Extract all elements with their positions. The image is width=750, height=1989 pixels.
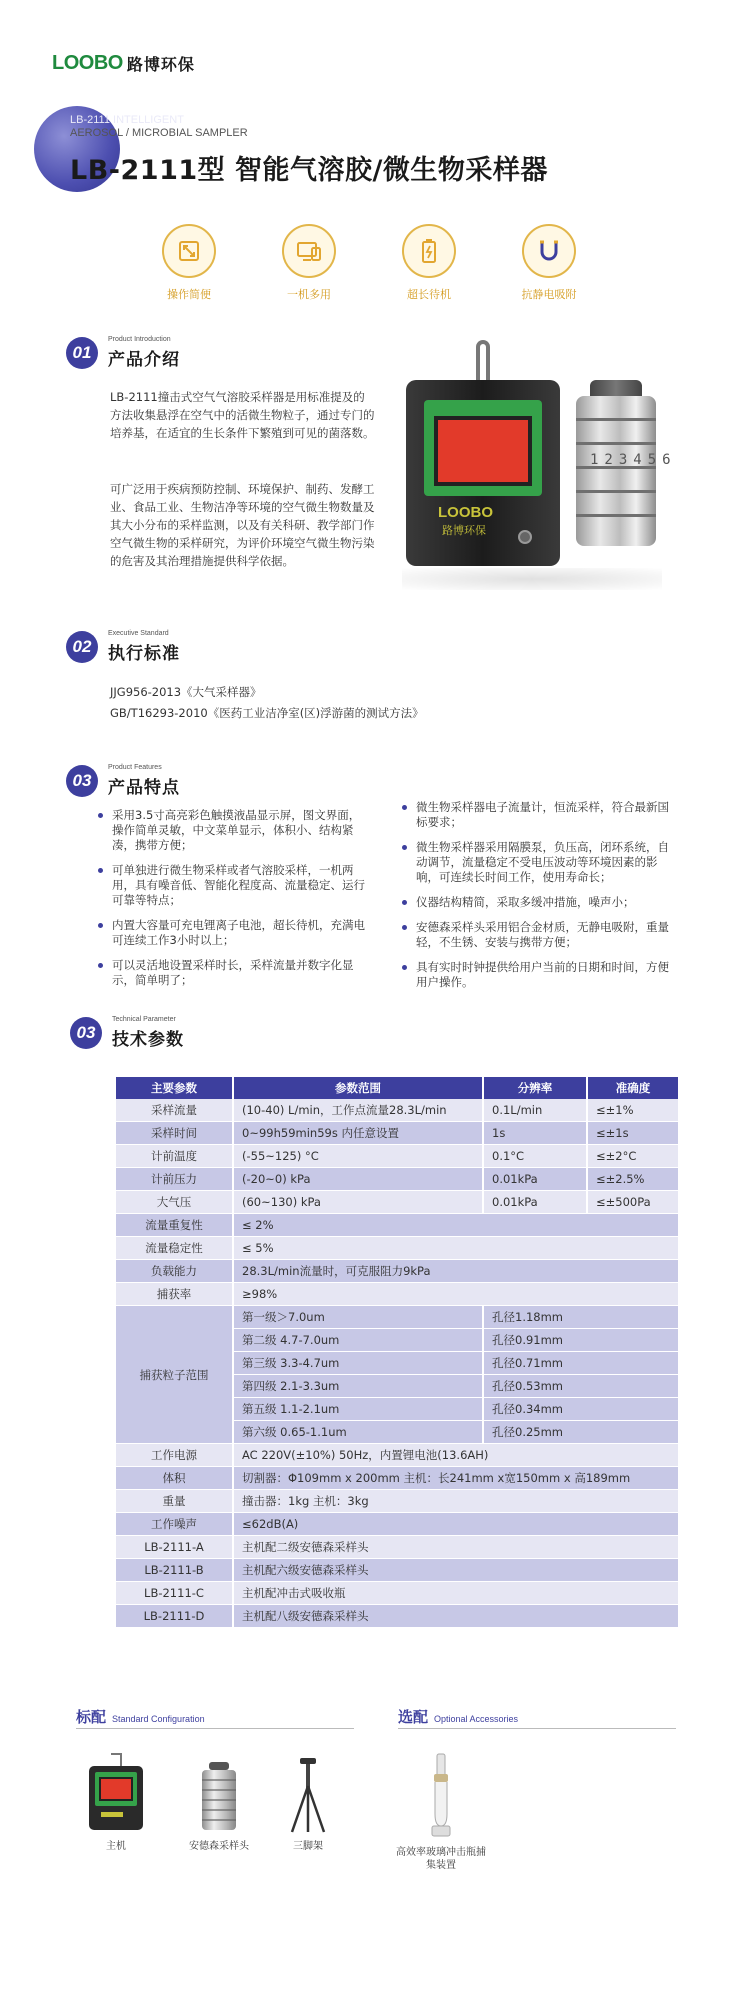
subtitle-line2: AEROSOL / MICROBIAL SAMPLER [70, 127, 248, 139]
device-logo-en: LOOBO [438, 504, 493, 521]
section-intro-heading [66, 336, 180, 370]
config-cn: 选配 [398, 1708, 429, 1726]
header-cell: 主要参数 [116, 1077, 234, 1099]
list-item: 微生物采样器采用隔膜泵，负压高，闭环系统，自动调节，流量稳定不受电压波动等环境因素的影响，可连续长时间工作，使用寿命长； [400, 840, 680, 885]
table-row [116, 1168, 680, 1191]
parameter-table [116, 1077, 680, 1628]
table-cell: ≥98% [234, 1283, 680, 1306]
table-cell: 第六级 0.65-1.1um [234, 1421, 484, 1444]
subtitle-line1: LB-2111 INTELLIGENT [70, 114, 184, 126]
config-item-andersen-head [184, 1760, 254, 1853]
list-item: 可单独进行微生物采样或者气溶胶采样，一机两用，具有噪音低、智能化程度高、流量稳定、运行可靠等特点； [96, 863, 368, 908]
table-row [116, 1536, 680, 1559]
andersen-head-image [199, 1760, 239, 1834]
config-label: 三脚架 [293, 1841, 323, 1852]
table-header-row [116, 1077, 680, 1099]
table-cell: 0~99h59min59s 内任意设置 [234, 1122, 484, 1145]
table-cell: ≤±1s [588, 1122, 680, 1145]
section-en: Technical Parameter [112, 1016, 176, 1023]
battery-icon [402, 224, 456, 278]
table-cell: 捕获率 [116, 1283, 234, 1306]
config-label: 高效率玻璃冲击瓶捕集装置 [396, 1847, 486, 1871]
table-row [116, 1306, 680, 1329]
section-number: 03 [70, 1017, 102, 1049]
table-cell: 孔径0.91mm [484, 1329, 680, 1352]
device-screen [434, 416, 532, 486]
list-item: 可以灵活地设置采样时长，采样流量并数字化显示，简单明了； [96, 958, 368, 988]
table-cell: 流量重复性 [116, 1214, 234, 1237]
table-cell: 负载能力 [116, 1260, 234, 1283]
standard-line-1: JJG956-2013《大气采样器》 [110, 685, 262, 699]
table-cell: 第五级 1.1-2.1um [234, 1398, 484, 1421]
device-logo-cn: 路博环保 [442, 524, 486, 537]
table-cell: 计前压力 [116, 1168, 234, 1191]
header-cell: 参数范围 [234, 1077, 484, 1099]
table-cell: 0.01kPa [484, 1168, 588, 1191]
table-cell: 孔径0.34mm [484, 1398, 680, 1421]
section-number: 03 [66, 765, 98, 797]
brand-logo [52, 52, 195, 75]
device-body [406, 380, 560, 566]
table-cell: 0.01kPa [484, 1191, 588, 1214]
table-row [116, 1122, 680, 1145]
glass-impinger-image [426, 1752, 456, 1840]
section-features-heading [66, 764, 180, 798]
table-cell: 主机配冲击式吸收瓶 [234, 1582, 680, 1605]
table-cell: 第二级 4.7-7.0um [234, 1329, 484, 1352]
table-row [116, 1260, 680, 1283]
config-cn: 标配 [76, 1708, 107, 1726]
divider [76, 1728, 354, 1729]
logo-cn: 路博环保 [126, 55, 195, 74]
optional-config-heading [398, 1706, 518, 1727]
list-item: 仪器结构精简，采取多缓冲措施，噪声小； [400, 895, 680, 910]
table-cell: 第一级＞7.0um [234, 1306, 484, 1329]
table-cell: 捕获粒子范围 [116, 1306, 234, 1444]
table-row [116, 1191, 680, 1214]
table-cell: ≤±500Pa [588, 1191, 680, 1214]
table-cell: ≤±2°C [588, 1145, 680, 1168]
section-standard-heading [66, 630, 180, 664]
expand-arrows-icon [162, 224, 216, 278]
table-row [116, 1490, 680, 1513]
table-cell: 主机配八级安德森采样头 [234, 1605, 680, 1628]
table-cell: LB-2111-C [116, 1582, 234, 1605]
feature-easy-operation [160, 224, 218, 302]
feature-label: 操作简便 [167, 288, 211, 301]
table-cell: (10-40) L/min，工作点流量28.3L/min [234, 1099, 484, 1122]
table-cell: ≤±2.5% [588, 1168, 680, 1191]
config-item-tripod [278, 1756, 338, 1853]
table-cell: (-55~125) °C [234, 1145, 484, 1168]
table-cell: LB-2111-B [116, 1559, 234, 1582]
device-knob [518, 530, 532, 544]
tripod-image [288, 1756, 328, 1834]
subtitle-en [70, 114, 248, 140]
list-item: 内置大容量可充电锂离子电池，超长待机，充满电可连续工作3小时以上； [96, 918, 368, 948]
table-cell: 第三级 3.3-4.7um [234, 1352, 484, 1375]
table-row [116, 1145, 680, 1168]
table-row [116, 1582, 680, 1605]
intro-paragraph-1: LB-2111撞击式空气气溶胶采样器是用标准提及的方法收集悬浮在空气中的活微生物粒子，通过专门的培养基，在适宜的生长条件下繁殖到可见的菌落数。 [110, 390, 375, 440]
section-params-heading [70, 1016, 184, 1050]
feature-label: 抗静电吸附 [521, 288, 577, 301]
section-en: Product Introduction [108, 336, 171, 343]
table-cell: ≤ 5% [234, 1237, 680, 1260]
table-cell: 切割器：Φ109mm x 200mm 主机：长241mm x宽150mm x 高189mm [234, 1467, 680, 1490]
table-row [116, 1559, 680, 1582]
table-cell: 孔径1.18mm [484, 1306, 680, 1329]
feature-long-standby [400, 224, 458, 302]
logo-en: LOOBO [52, 52, 123, 74]
config-label: 主机 [106, 1841, 126, 1852]
table-cell: 孔径0.25mm [484, 1421, 680, 1444]
table-cell: 第四级 2.1-3.3um [234, 1375, 484, 1398]
table-cell: 0.1°C [484, 1145, 588, 1168]
divider [398, 1728, 676, 1729]
table-row [116, 1283, 680, 1306]
table-cell: ≤±1% [588, 1099, 680, 1122]
header-cell: 准确度 [588, 1077, 680, 1099]
table-cell: 撞击器：1kg 主机：3kg [234, 1490, 680, 1513]
section-en: Executive Standard [108, 630, 169, 637]
table-cell: 重量 [116, 1490, 234, 1513]
feature-label: 一机多用 [287, 288, 331, 301]
table-row [116, 1467, 680, 1490]
product-image [392, 336, 677, 616]
section-en: Product Features [108, 764, 162, 771]
table-cell: 主机配二级安德森采样头 [234, 1536, 680, 1559]
table-cell: AC 220V(±10%) 50Hz，内置锂电池(13.6AH) [234, 1444, 680, 1467]
section-cn: 产品特点 [108, 778, 180, 798]
table-cell: 主机配六级安德森采样头 [234, 1559, 680, 1582]
table-cell: LB-2111-A [116, 1536, 234, 1559]
list-item: 安德森采样头采用铝合金材质，无静电吸附，重量轻，不生锈、安装与携带方便； [400, 920, 680, 950]
main-unit-image [87, 1750, 145, 1834]
feature-icons [160, 224, 578, 302]
table-cell: 0.1L/min [484, 1099, 588, 1122]
andersen-sampler-head [576, 396, 677, 546]
table-row [116, 1237, 680, 1260]
section-cn: 技术参数 [112, 1030, 184, 1050]
table-row [116, 1444, 680, 1467]
header-cell: 分辨率 [484, 1077, 588, 1099]
table-row [116, 1214, 680, 1237]
table-cell: 计前温度 [116, 1145, 234, 1168]
table-cell: 孔径0.53mm [484, 1375, 680, 1398]
table-cell: 1s [484, 1122, 588, 1145]
table-cell: (60~130) kPa [234, 1191, 484, 1214]
standard-config-heading [76, 1706, 205, 1727]
config-item-glass-impinger [396, 1752, 486, 1872]
table-row [116, 1099, 680, 1122]
feature-label: 超长待机 [407, 288, 451, 301]
devices-icon [282, 224, 336, 278]
magnet-icon [522, 224, 576, 278]
section-cn: 产品介绍 [108, 350, 180, 370]
config-en: Optional Accessories [434, 1714, 519, 1724]
table-cell: LB-2111-D [116, 1605, 234, 1628]
table-cell: (-20~0) kPa [234, 1168, 484, 1191]
table-cell: 28.3L/min流量时，可克服阻力9kPa [234, 1260, 680, 1283]
table-cell: 体积 [116, 1467, 234, 1490]
list-item: 具有实时时钟提供给用户当前的日期和时间，方便用户操作。 [400, 960, 680, 990]
list-item: 微生物采样器电子流量计，恒流采样，符合最新国标要求； [400, 800, 680, 830]
section-cn: 执行标准 [108, 644, 180, 664]
config-item-main-unit [86, 1750, 146, 1853]
table-row [116, 1605, 680, 1628]
standard-line-2: GB/T16293-2010《医药工业洁净室(区)浮游菌的测试方法》 [110, 706, 424, 720]
feature-multi-use [280, 224, 338, 302]
section-number: 01 [66, 337, 98, 369]
features-list-left [96, 808, 368, 998]
config-en: Standard Configuration [112, 1714, 205, 1724]
table-cell: ≤62dB(A) [234, 1513, 680, 1536]
stage-numbers: 123456 [590, 452, 677, 468]
table-cell: 大气压 [116, 1191, 234, 1214]
table-cell: ≤ 2% [234, 1214, 680, 1237]
features-list-right [400, 800, 680, 1000]
table-row [116, 1513, 680, 1536]
feature-anti-static [520, 224, 578, 302]
intro-paragraph-2: 可广泛用于疾病预防控制、环境保护、制药、发酵工业、食品工业、生物洁净等环境的空气微生物数量及其大小分布的采样监测，以及有关科研、教学部门作空气微生物的采样研究，为评价环境空气微生物污染的危害及其治理措施提供科学依据。 [110, 482, 375, 568]
list-item: 采用3.5寸高亮彩色触摸液晶显示屏，图文界面，操作简单灵敏，中文菜单显示，体积小、结构紧凑，携带方便； [96, 808, 368, 853]
table-cell: 工作电源 [116, 1444, 234, 1467]
table-cell: 工作噪声 [116, 1513, 234, 1536]
page-title: LB-2111型 智能气溶胶/微生物采样器 [70, 155, 548, 186]
table-cell: 孔径0.71mm [484, 1352, 680, 1375]
table-cell: 流量稳定性 [116, 1237, 234, 1260]
table-cell: 采样流量 [116, 1099, 234, 1122]
config-label: 安德森采样头 [189, 1841, 249, 1852]
section-number: 02 [66, 631, 98, 663]
table-cell: 采样时间 [116, 1122, 234, 1145]
